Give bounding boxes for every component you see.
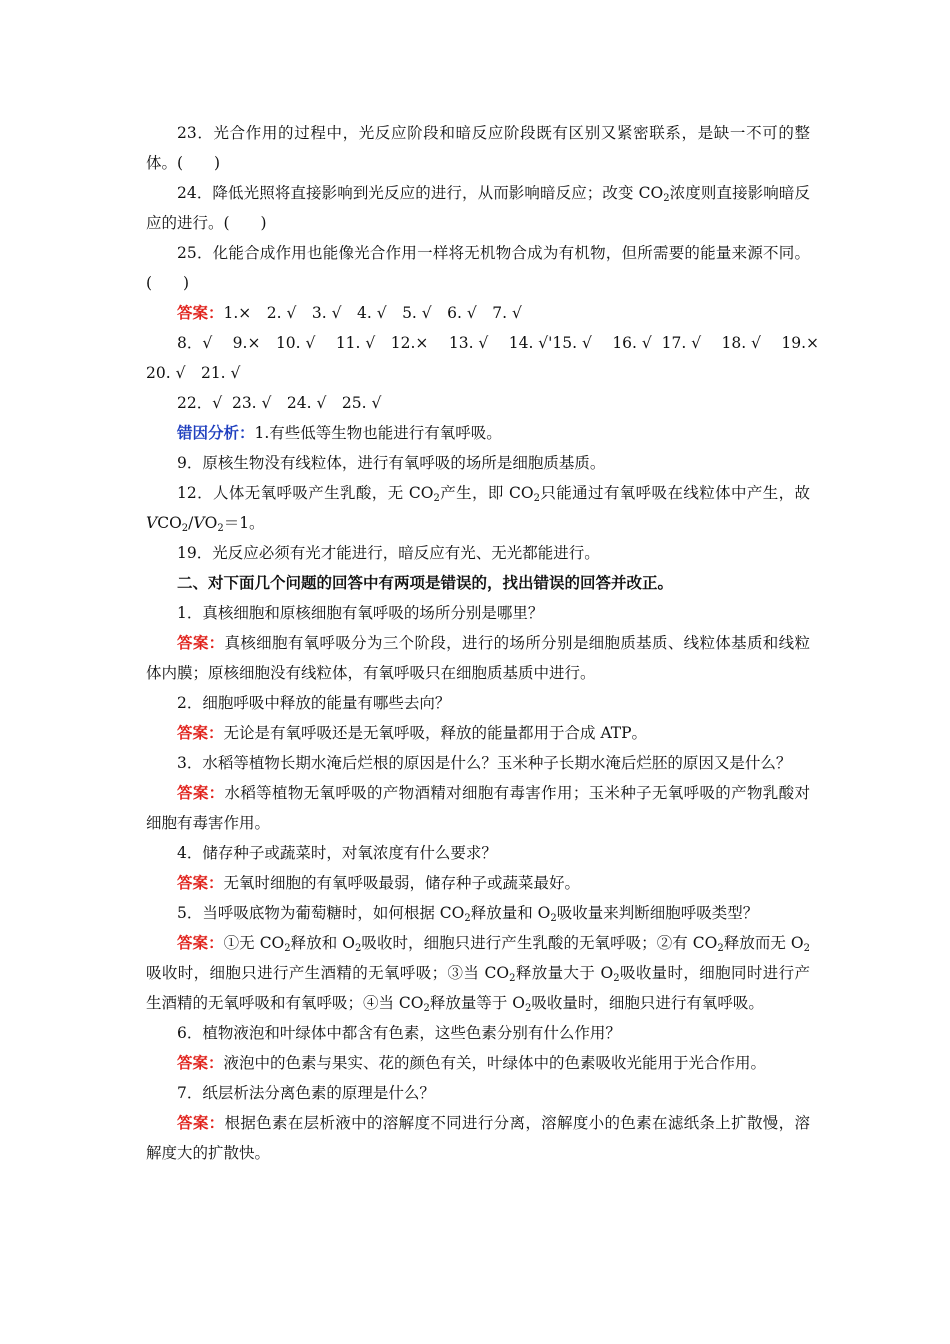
document-page — [146, 118, 820, 1168]
answer-label: 答案： — [177, 933, 224, 952]
question-4: 4．储存种子或蔬菜时，对氧浓度有什么要求？ — [177, 844, 497, 862]
error-analysis-1: 错因分析：1.有些低等生物也能进行有氧呼吸。 — [177, 423, 502, 442]
answer-label: 答案： — [177, 723, 224, 742]
question-1: 1．真核细胞和原核细胞有氧呼吸的场所分别是哪里？ — [177, 604, 544, 622]
answer-5: 答案：①无 $CO_2$释放和 $O_2$吸收时，细胞只进行产生乳酸的无氧呼吸；②有 $CO_2$释放而无 $O_2$吸收时，细胞只进行产生酒精的无氧呼吸；③当 $CO_2$释放量大于 $O_2$吸收量时，细胞同时进行产生酒精的无氧呼吸和有氧呼吸；④当 $CO_2$释放量等于 $O_2$吸收量时，细胞只进行有氧呼吸。 — [146, 933, 810, 1014]
answer-label: 答案： — [177, 1113, 225, 1132]
answer-label: 答案： — [177, 633, 225, 652]
question-2: 2．细胞呼吸中释放的能量有哪些去向？ — [177, 694, 451, 712]
question-5: 5．当呼吸底物为葡萄糖时，如何根据 $CO_2$释放量和 $O_2$吸收量来判断细胞呼吸类型？ — [177, 904, 759, 924]
answer-1: 答案：真核细胞有氧呼吸分为三个阶段，进行的场所分别是细胞质基质、线粒体基质和线粒体内膜；原核细胞没有线粒体，有氧呼吸只在细胞质基质中进行。 — [146, 633, 810, 682]
section-heading: 二、对下面几个问题的回答中有两项是错误的，找出错误的回答并改正。 — [177, 573, 674, 592]
answers-row-1: 答案：1.× 2. √ 3. √ 4. √ 5. √ 6. √ 7. √ — [177, 303, 522, 322]
answer-2: 答案：无论是有氧呼吸还是无氧呼吸，释放的能量都用于合成 ATP。 — [177, 723, 648, 742]
answer-label: 答案： — [177, 873, 224, 892]
question-7: 7．纸层析法分离色素的原理是什么？ — [177, 1084, 435, 1102]
error-analysis-9: 9．原核生物没有线粒体，进行有氧呼吸的场所是细胞质基质。 — [177, 454, 606, 472]
question-6: 6．植物液泡和叶绿体中都含有色素，这些色素分别有什么作用？ — [177, 1024, 621, 1042]
answer-3: 答案：水稻等植物无氧呼吸的产物酒精对细胞有毒害作用；玉米种子无氧呼吸的产物乳酸对细胞有毒害作用。 — [146, 783, 810, 832]
answer-label: 答案： — [177, 1053, 224, 1072]
answers-row-2: 8．√ 9.× 10. √ 11. √ 12.× 13. √ 14. √'15. √ 16. √ 17. √ 18. √ 19.× — [177, 334, 820, 352]
error-analysis-12: 12．人体无氧呼吸产生乳酸，无 $CO_2$产生，即 $CO_2$只能通过有氧呼吸在线粒体中产生，故 $VCO_2/VO_2=1$。 — [146, 484, 810, 534]
answers-row-3: 20. √ 21. √ — [146, 364, 241, 382]
answer-label: 答案： — [177, 783, 225, 802]
error-analysis-label: 错因分析： — [177, 423, 255, 442]
answer-label: 答案： — [177, 303, 224, 322]
question-3: 3．水稻等植物长期水淹后烂根的原因是什么？玉米种子长期水淹后烂胚的原因又是什么？ — [177, 754, 792, 772]
question-24: 24．降低光照将直接影响到光反应的进行，从而影响暗反应；改变 $CO_2$浓度则直接影响暗反应的进行。( ) — [146, 184, 810, 232]
answer-6: 答案：液泡中的色素与果实、花的颜色有关，叶绿体中的色素吸收光能用于光合作用。 — [177, 1053, 767, 1072]
answer-4: 答案：无氧时细胞的有氧呼吸最弱，储存种子或蔬菜最好。 — [177, 873, 581, 892]
question-25: 25．化能合成作用也能像光合作用一样将无机物合成为有机物，但所需要的能量来源不同。( ) — [146, 244, 810, 292]
question-23: 23．光合作用的过程中，光反应阶段和暗反应阶段既有区别又紧密联系，是缺一不可的整体。( ) — [146, 124, 810, 172]
answers-row-4: 22．√ 23. √ 24. √ 25. √ — [177, 394, 382, 412]
answer-7: 答案：根据色素在层析液中的溶解度不同进行分离，溶解度小的色素在滤纸条上扩散慢，溶解度大的扩散快。 — [146, 1113, 810, 1162]
error-analysis-19: 19．光反应必须有光才能进行，暗反应有光、无光都能进行。 — [177, 544, 600, 562]
